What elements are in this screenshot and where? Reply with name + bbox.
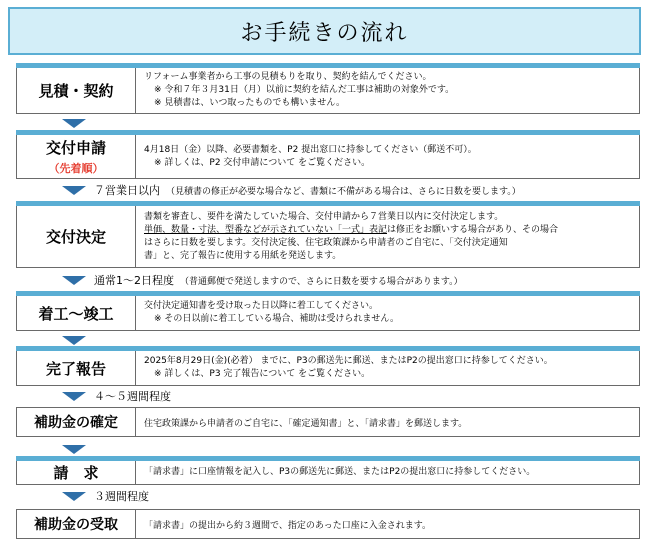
step-note: ※ 詳しくは、P2 交付申請について をご覧ください。 (154, 157, 371, 168)
connector-arrow (62, 334, 94, 346)
down-arrow-icon (62, 392, 86, 401)
step-label: 完了報告 (17, 351, 136, 385)
step-note: ※ 令和７年３月31日（月）以前に契約を結んだ工事は補助の対象外です。 (154, 85, 455, 95)
underlined-note: 単価、数量・寸法、型番などが示されていない「一式」表記 (144, 224, 388, 235)
step-label: 交付申請 （先着順） (17, 135, 136, 178)
step-label: 補助金の受取 (17, 510, 136, 538)
step-report (16, 346, 640, 386)
step-label: 見積・契約 (17, 68, 136, 113)
connector-4-5weeks: ４～５週間程度 (62, 390, 177, 402)
step-body (136, 135, 639, 178)
connector-1-2days: 通常1～2日程度 （普通郵便で発送しますので、さらに日数を要する場合があります。） (62, 274, 463, 286)
step-estimate (16, 63, 640, 114)
step-body: 「請求書」の提出から約３週間で、指定のあった口座に入金されます。 (144, 520, 432, 531)
down-arrow-icon (62, 186, 86, 195)
step-line: 4月18日（金）以降、必要書類を、P2 提出窓口に持参してください（郵送不可）。 (144, 144, 477, 155)
step-body (136, 68, 639, 113)
connector-arrow (62, 117, 94, 129)
page-title (8, 7, 641, 55)
step-claim (16, 456, 640, 485)
step-body: 「請求書」に口座情報を記入し、P3の郵送先に郵送、またはP2の提出窓口に持参してください。 (144, 467, 536, 477)
step-start (16, 291, 640, 331)
first-come-badge: （先着順） (48, 162, 104, 175)
step-line: リフォーム事業者から工事の見積もりを取り、契約を結んでください。 (144, 72, 432, 82)
connector-7days: ７営業日以内 （見積書の修正が必要な場合など、書類に不備がある場合は、さらに日数を要します。） (62, 184, 521, 196)
down-arrow-icon (62, 445, 86, 454)
step-body: 書類を審査し、要件を満たしていた場合、交付申請から７営業日以内に交付決定します。 単価、数量・寸法、型番などが示されていない「一式」表記は修正をお願いする場合があり、その場合 はさらに日数を要します。交付決定後、住宅政策課から申請者のご自宅に、「交付決定通知 書」と、完了報告に使用する用紙を発送します。 (144, 211, 559, 261)
step-apply (16, 130, 640, 179)
step-label: 交付決定 (17, 206, 136, 267)
connector-arrow (62, 443, 94, 455)
step-body: 交付決定通知書を受け取った日以降に着工してください。 ※ その日以前に着工している場合、補助は受けられません。 (144, 301, 399, 324)
step-body: 住宅政策課から申請者のご自宅に、「確定通知書」と、「請求書」を郵送します。 (144, 418, 468, 429)
down-arrow-icon (62, 119, 86, 128)
down-arrow-icon (62, 336, 86, 345)
step-label: 請 求 (17, 461, 136, 484)
step-label: 補助金の確定 (17, 408, 136, 436)
down-arrow-icon (62, 492, 86, 501)
step-decision (16, 201, 640, 268)
step-confirm (16, 407, 640, 437)
step-label: 着工～竣工 (17, 296, 136, 330)
connector-3weeks: ３週間程度 (62, 490, 155, 502)
step-note: ※ 見積書は、いつ取ったものでも構いません。 (154, 98, 345, 108)
page-title-text: お手続きの流れ (240, 20, 409, 46)
down-arrow-icon (62, 276, 86, 285)
step-receive (16, 509, 640, 539)
step-body: 2025年8月29日(金)(必着） までに、P3の郵送先に郵送、またはP2の提出窓口に持参してください。 ※ 詳しくは、P3 完了報告について をご覧ください。 (144, 356, 553, 379)
